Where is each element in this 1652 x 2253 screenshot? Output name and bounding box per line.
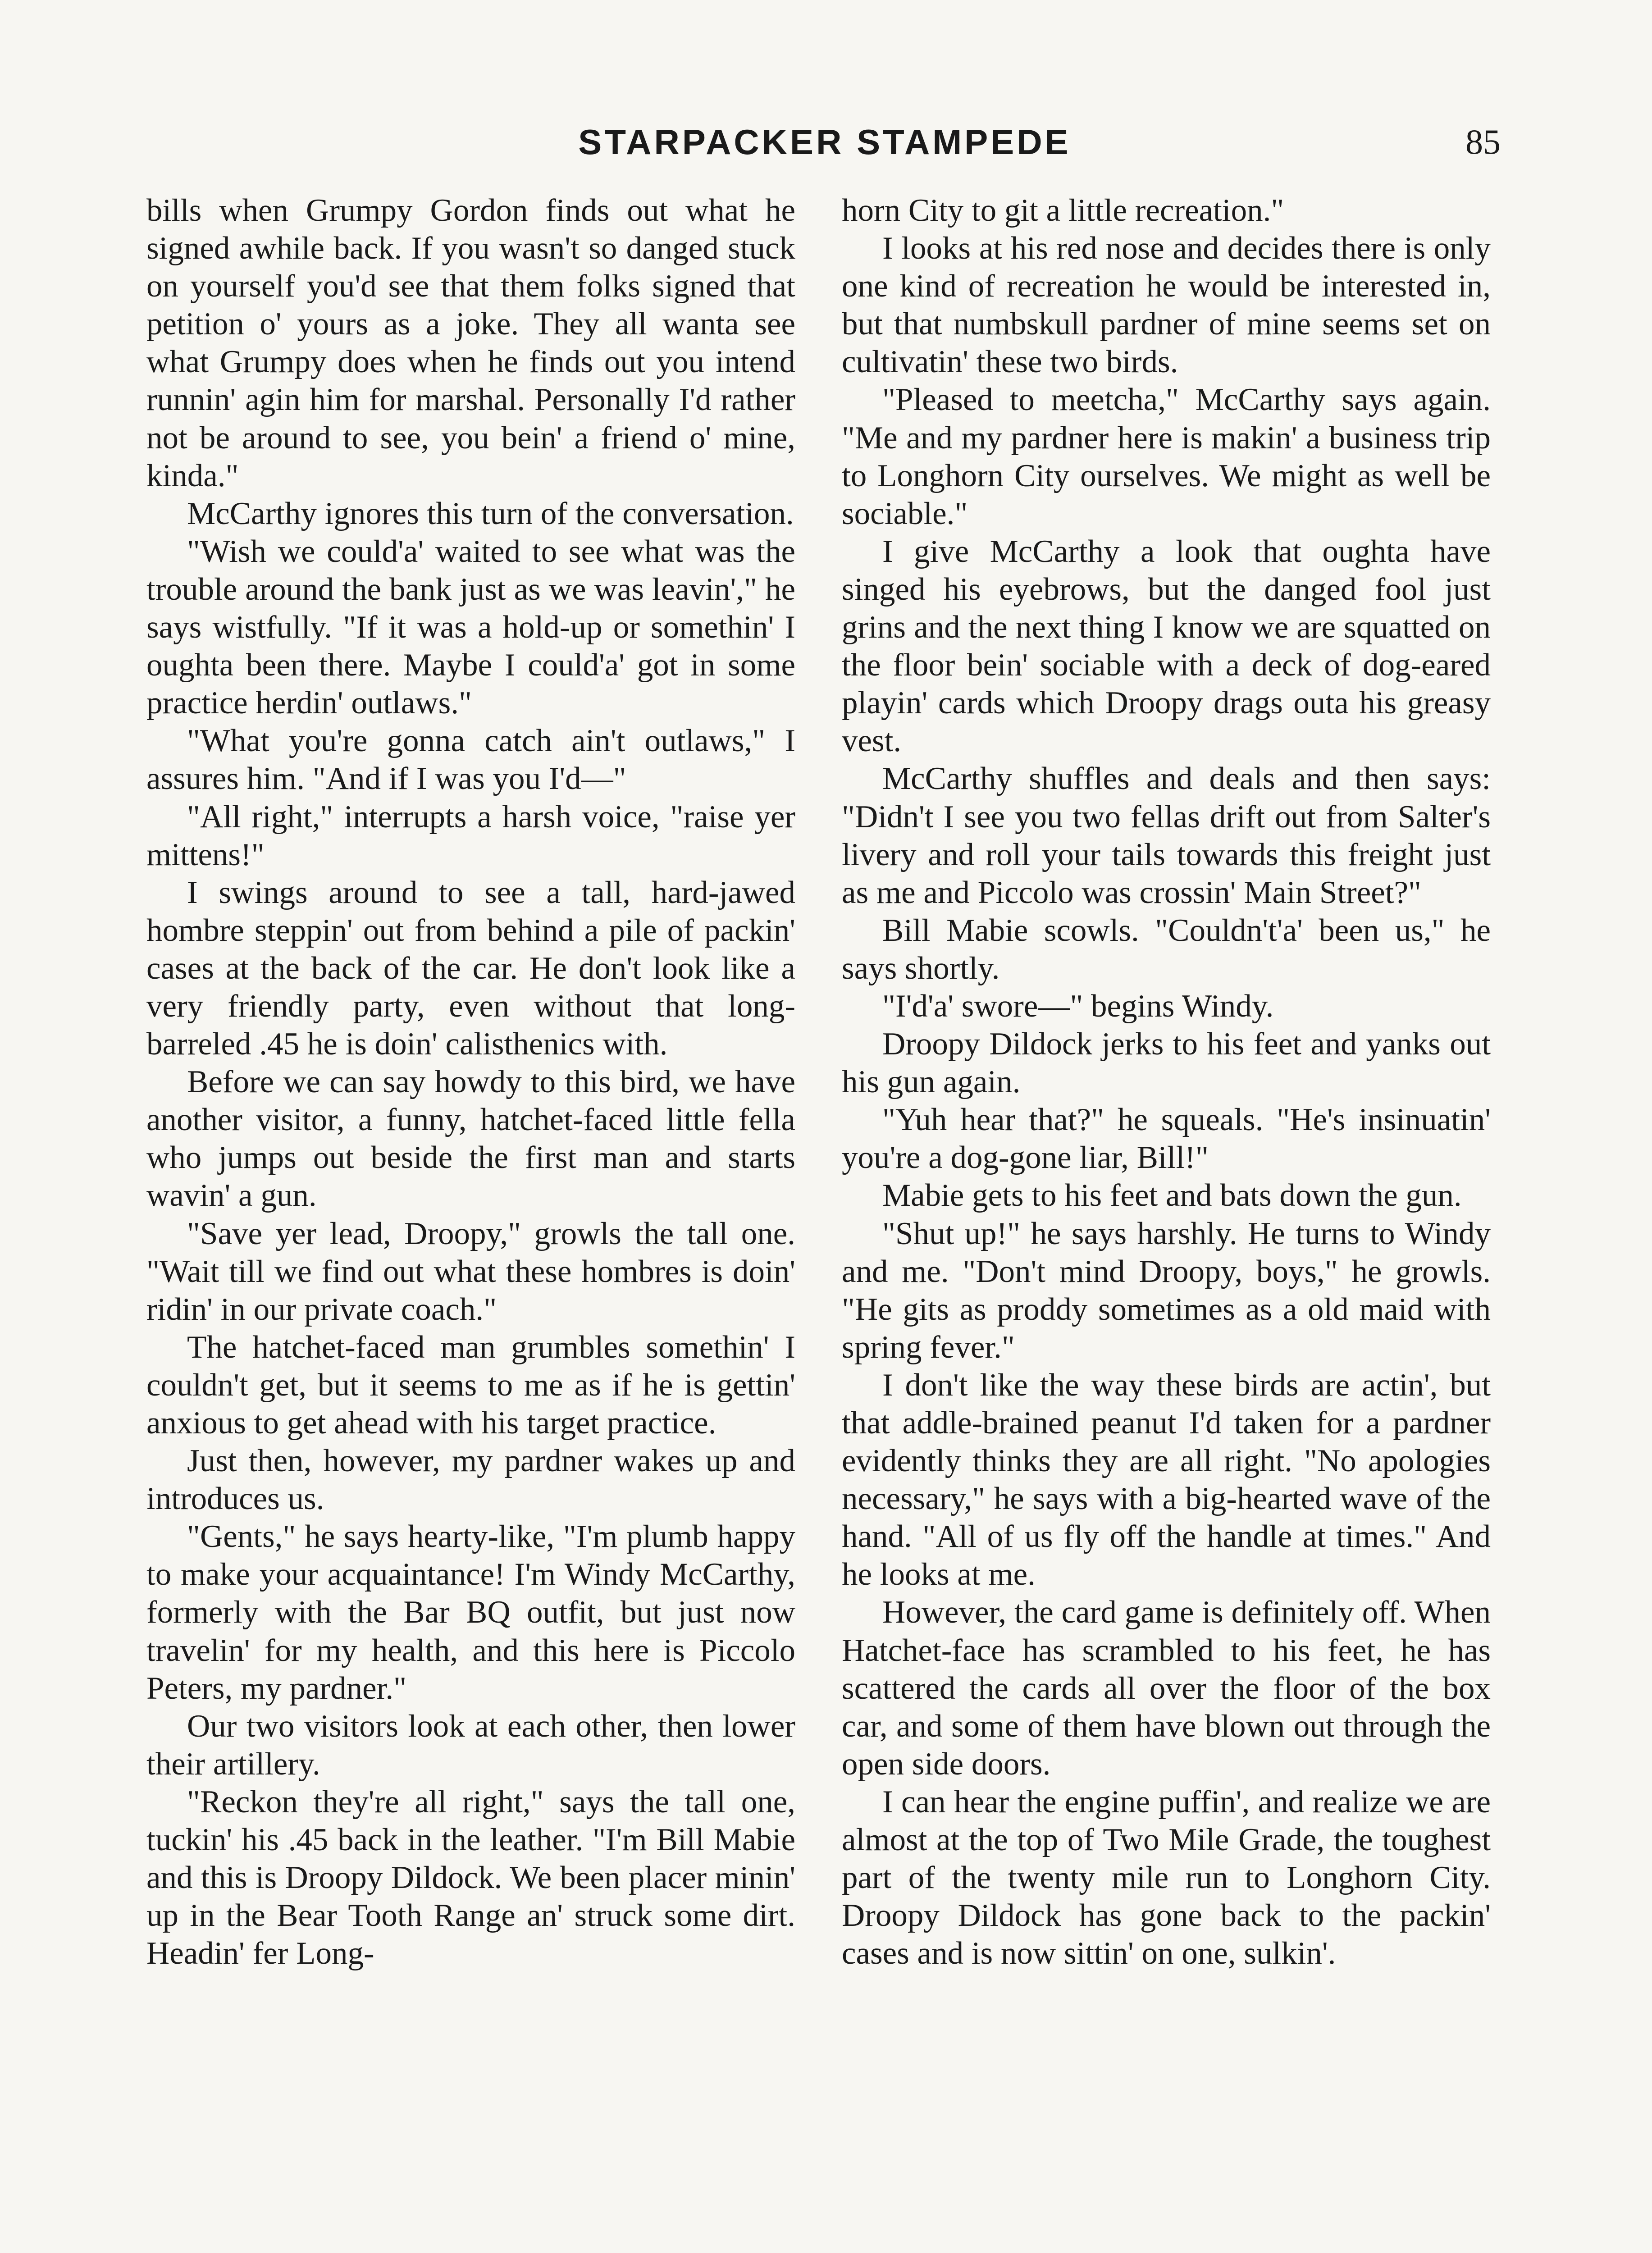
paragraph: Bill Mabie scowls. "Couldn't'a' been us," he says shortly. (842, 912, 1491, 986)
text-column-right (842, 192, 1491, 1972)
paragraph: bills when Grumpy Gordon finds out what he signed awhile back. If you wasn't so danged stuck on yourself you'd see that them folks signed that petition o' yours as a joke. They all wanta see what Grumpy does when he finds out you intend runnin' agin him for marshal. Personally I'd rather not be around to see, you bein' a friend o' mine, kinda." (146, 193, 795, 493)
paragraph: "Yuh hear that?" he squeals. "He's insinuatin' you're a dog-gone liar, Bill!" (842, 1102, 1491, 1176)
paragraph: The hatchet-faced man grumbles somethin' I couldn't get, but it seems to me as if he is gettin' anxious to get ahead with his target practice. (146, 1329, 795, 1441)
paragraph: I give McCarthy a look that oughta have singed his eyebrows, but the danged fool just grins and the next thing I know we are squatted on the floor bein' sociable with a deck of dog-eared playin' cards which Droopy drags outa his greasy vest. (842, 534, 1491, 759)
paragraph: "Pleased to meetcha," McCarthy says again. "Me and my pardner here is makin' a business trip to Longhorn City ourselves. We might as well be sociable." (842, 382, 1491, 531)
paragraph: "Gents," he says hearty-like, "I'm plumb happy to make your acquaintance! I'm Windy McCarthy, formerly with the Bar BQ outfit, but just now travelin' for my health, and this here is Piccolo Peters, my pardner." (146, 1519, 795, 1706)
paragraph: Droopy Dildock jerks to his feet and yanks out his gun again. (842, 1026, 1491, 1100)
paragraph: "I'd'a' swore—" begins Windy. (882, 988, 1274, 1024)
paragraph: I don't like the way these birds are actin', but that addle-brained peanut I'd taken for a pardner evidently thinks they are all right. "No apologies necessary," he says with a big-hearted wave of the hand. "All of us fly off the handle at times." And he looks at me. (842, 1367, 1491, 1592)
paragraph: "What you're gonna catch ain't outlaws," I assures him. "And if I was you I'd—" (146, 723, 795, 797)
paragraph: However, the card game is definitely off. When Hatchet-face has scrambled to his feet, he has scattered the cards all over the floor of the box car, and some of them have blown out through the open side doors. (842, 1595, 1491, 1782)
paragraph: I looks at his red nose and decides there is only one kind of recreation he would be interested in, but that numbskull pardner of mine seems set on cultivatin' these two birds. (842, 231, 1491, 380)
paragraph: Before we can say howdy to this bird, we have another visitor, a funny, hatchet-faced little fella who jumps out beside the first man and starts wavin' a gun. (146, 1064, 795, 1213)
paragraph: "Shut up!" he says harshly. He turns to Windy and me. "Don't mind Droopy, boys," he growls. "He gits as proddy sometimes as a old maid with spring fever." (842, 1216, 1491, 1365)
paragraph: McCarthy shuffles and deals and then says: "Didn't I see you two fellas drift out from Salter's livery and roll your tails towards this freight just as me and Piccolo was crossin' Main Street?" (842, 761, 1491, 910)
paragraph: "All right," interrupts a harsh voice, "raise yer mittens!" (146, 799, 795, 872)
text-column-left (146, 192, 795, 1972)
page-header (149, 122, 1501, 176)
paragraph: "Reckon they're all right," says the tall one, tuckin' his .45 back in the leather. "I'm Bill Mabie and this is Droopy Dildock. We been placer minin' up in the Bear Tooth Range an' struck some dirt. Headin' fer Long- (146, 1784, 795, 1971)
page-number: 85 (1465, 122, 1501, 161)
paragraph: McCarthy ignores this turn of the conversation. (187, 496, 794, 531)
paragraph: Just then, however, my pardner wakes up and introduces us. (146, 1443, 795, 1517)
running-title: STARPACKER STAMPEDE (578, 122, 1071, 162)
paragraph: I swings around to see a tall, hard-jawed hombre steppin' out from behind a pile of packin' cases at the back of the car. He don't look like a very friendly party, even without that long-barreled .45 he is doin' calisthenics with. (146, 875, 795, 1062)
paragraph: "Wish we could'a' waited to see what was the trouble around the bank just as we was leavin'," he says wistfully. "If it was a hold-up or somethin' I oughta been there. Maybe I could'a' got in some practice herdin' outlaws." (146, 534, 795, 721)
paragraph: Our two visitors look at each other, then lower their artillery. (146, 1708, 795, 1782)
paragraph: I can hear the engine puffin', and realize we are almost at the top of Two Mile Grade, the toughest part of the twenty mile run to Longhorn City. Droopy Dildock has gone back to the packin' cases and is now sittin' on one, sulkin'. (842, 1784, 1491, 1971)
paragraph: horn City to git a little recreation." (842, 193, 1284, 228)
paragraph: Mabie gets to his feet and bats down the gun. (882, 1178, 1462, 1213)
paragraph: "Save yer lead, Droopy," growls the tall one. "Wait till we find out what these hombres is doin' ridin' in our private coach." (146, 1216, 795, 1327)
